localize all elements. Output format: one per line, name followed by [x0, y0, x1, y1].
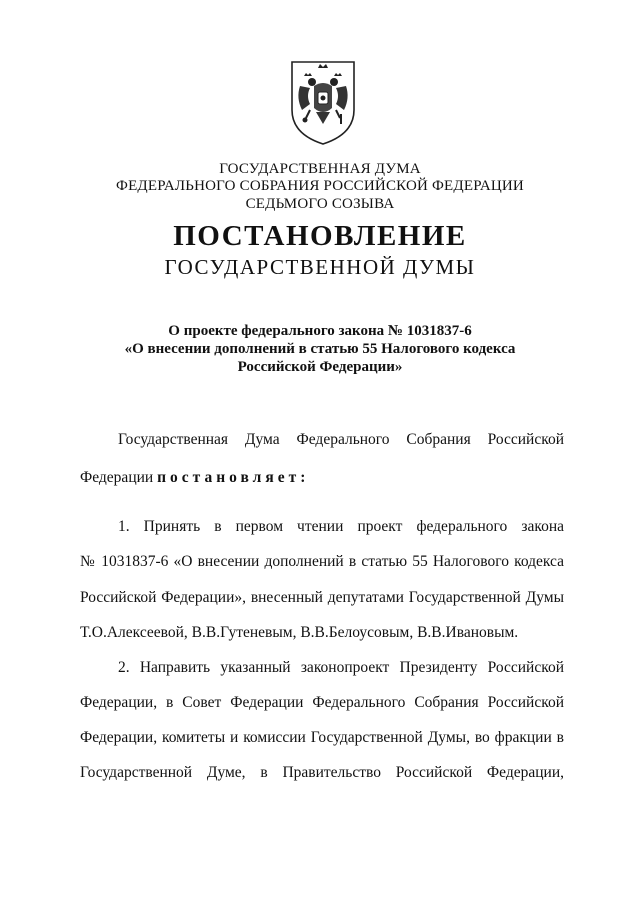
header-line-3: СЕДЬМОГО СОЗЫВА — [245, 196, 395, 212]
coat-of-arms-emblem — [288, 58, 358, 146]
item1-line-1: 1. Принять в первом чтении проект федерального закона — [118, 518, 564, 535]
item1-line-3: Российской Федерации», внесенный депутатами Государственной Думы — [80, 589, 564, 606]
header-line-2: ФЕДЕРАЛЬНОГО СОБРАНИЯ РОССИЙСКОЙ ФЕДЕРАЦИИ — [116, 178, 524, 194]
item1-line-4: Т.О.Алексеевой, В.В.Гутеневым, В.В.Белоусовым, В.В.Ивановым. — [80, 624, 519, 641]
preamble-text: Федерации — [80, 469, 158, 486]
item2-line-4: Государственной Думе, в Правительство Российской Федерации, — [80, 764, 564, 781]
item2-line-3: Федерации, комитеты и комиссии Государственной Думы, во фракции в — [80, 729, 564, 746]
preamble-line-1: Государственная Дума Федерального Собрания Российской — [118, 431, 564, 448]
item1-line-2: № 1031837-6 «О внесении дополнений в статью 55 Налогового кодекса — [80, 553, 564, 570]
preamble-line-2 — [80, 469, 564, 487]
document-title: ПОСТАНОВЛЕНИЕ — [173, 220, 467, 252]
item2-line-2: Федерации, в Совет Федерации Федерального Собрания Российской — [80, 694, 564, 711]
bill-title-line-1: О проекте федерального закона № 1031837-6 — [168, 323, 472, 339]
bill-title-line-3: Российской Федерации» — [237, 359, 403, 375]
bill-title-line-2: «О внесении дополнений в статью 55 Налогового кодекса — [124, 341, 516, 357]
resolves-word: постановляет: — [157, 469, 310, 486]
double-headed-eagle-icon — [288, 58, 358, 146]
item2-line-1: 2. Направить указанный законопроект Президенту Российской — [118, 659, 564, 676]
header-line-1: ГОСУДАРСТВЕННАЯ ДУМА — [219, 161, 421, 177]
document-subtitle: ГОСУДАРСТВЕННОЙ ДУМЫ — [164, 255, 476, 279]
